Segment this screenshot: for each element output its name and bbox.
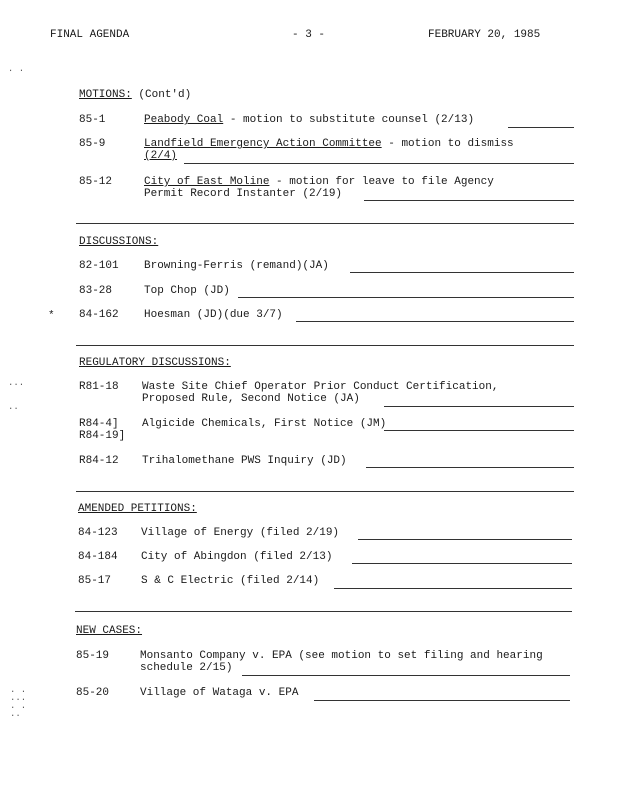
header-page-number: - 3 - — [292, 29, 326, 41]
item-text: Village of Wataga v. EPA — [140, 687, 299, 699]
item-number: R84-4] — [79, 418, 119, 430]
item-text: Top Chop (JD) — [144, 285, 230, 297]
item-text: Monsanto Company v. EPA (see motion to set filing and hearing — [140, 650, 543, 662]
item-text: Algicide Chemicals, First Notice (JM) — [142, 418, 387, 430]
fill-line — [296, 321, 574, 322]
item-number: R81-18 — [79, 381, 119, 393]
fill-line — [384, 430, 574, 431]
item-number: 84-162 — [79, 309, 119, 321]
item-number: 84-123 — [78, 527, 118, 539]
item-text: City of East Moline - motion for leave to file Agency — [144, 176, 494, 188]
item-text: Hoesman (JD)(due 3/7) — [144, 309, 283, 321]
fill-line — [238, 297, 574, 298]
scan-speck: ∙ · — [8, 66, 25, 76]
item-text-line2: Proposed Rule, Second Notice (JA) — [142, 393, 360, 405]
item-number: 85-9 — [79, 138, 106, 150]
fill-line — [358, 539, 572, 540]
section-heading-new-cases: NEW CASES: — [76, 625, 143, 637]
fill-line — [352, 563, 572, 564]
fill-line — [334, 588, 572, 589]
item-text-line2: schedule 2/15) — [140, 662, 233, 674]
scan-speck: ·· — [8, 404, 19, 414]
fill-line — [384, 406, 574, 407]
fill-line — [508, 127, 574, 128]
item-text: Village of Energy (filed 2/19) — [141, 527, 340, 539]
item-text: City of Abingdon (filed 2/13) — [141, 551, 333, 563]
item-number: R84-12 — [79, 455, 119, 467]
item-number: 85-12 — [79, 176, 113, 188]
fill-line — [366, 467, 574, 468]
section-heading-amended: AMENDED PETITIONS: — [78, 503, 197, 515]
item-text: S & C Electric (filed 2/14) — [141, 575, 320, 587]
item-number: 85-1 — [79, 114, 106, 126]
fill-line — [242, 675, 570, 676]
section-heading-regulatory: REGULATORY DISCUSSIONS: — [79, 357, 231, 369]
fill-line — [314, 700, 570, 701]
fill-line — [184, 163, 574, 164]
item-number: 85-20 — [76, 687, 110, 699]
item-number: 82-101 — [79, 260, 119, 272]
item-text: Peabody Coal - motion to substitute counsel (2/13) — [144, 114, 475, 126]
section-divider — [76, 345, 574, 346]
item-number-2: R84-19] — [79, 430, 126, 442]
item-text: Trihalomethane PWS Inquiry (JD) — [142, 455, 347, 467]
item-number: 84-184 — [78, 551, 118, 563]
fill-line — [350, 272, 574, 273]
item-text-line2: Permit Record Instanter (2/19) — [144, 188, 343, 200]
item-number: 85-17 — [78, 575, 112, 587]
item-number: 85-19 — [76, 650, 110, 662]
margin-asterisk: * — [48, 310, 55, 322]
fill-line — [364, 200, 574, 201]
section-divider — [76, 223, 574, 224]
header-date: FEBRUARY 20, 1985 — [428, 29, 541, 41]
scan-speck: ··· — [8, 380, 25, 390]
header-title: FINAL AGENDA — [50, 29, 130, 41]
item-text: Landfield Emergency Action Committee - motion to dismiss — [144, 138, 514, 150]
section-divider — [76, 491, 574, 492]
item-text-line2: (2/4) — [144, 150, 178, 162]
item-text: Browning-Ferris (remand)(JA) — [144, 260, 329, 272]
section-heading-discussions: DISCUSSIONS: — [79, 236, 159, 248]
section-divider — [75, 611, 572, 612]
section-heading-motions: MOTIONS: (Cont'd) — [79, 89, 192, 101]
item-number: 83-28 — [79, 285, 113, 297]
item-text: Waste Site Chief Operator Prior Conduct Certification, — [142, 381, 499, 393]
scan-speck: · · ··· · · ·· — [10, 687, 27, 721]
